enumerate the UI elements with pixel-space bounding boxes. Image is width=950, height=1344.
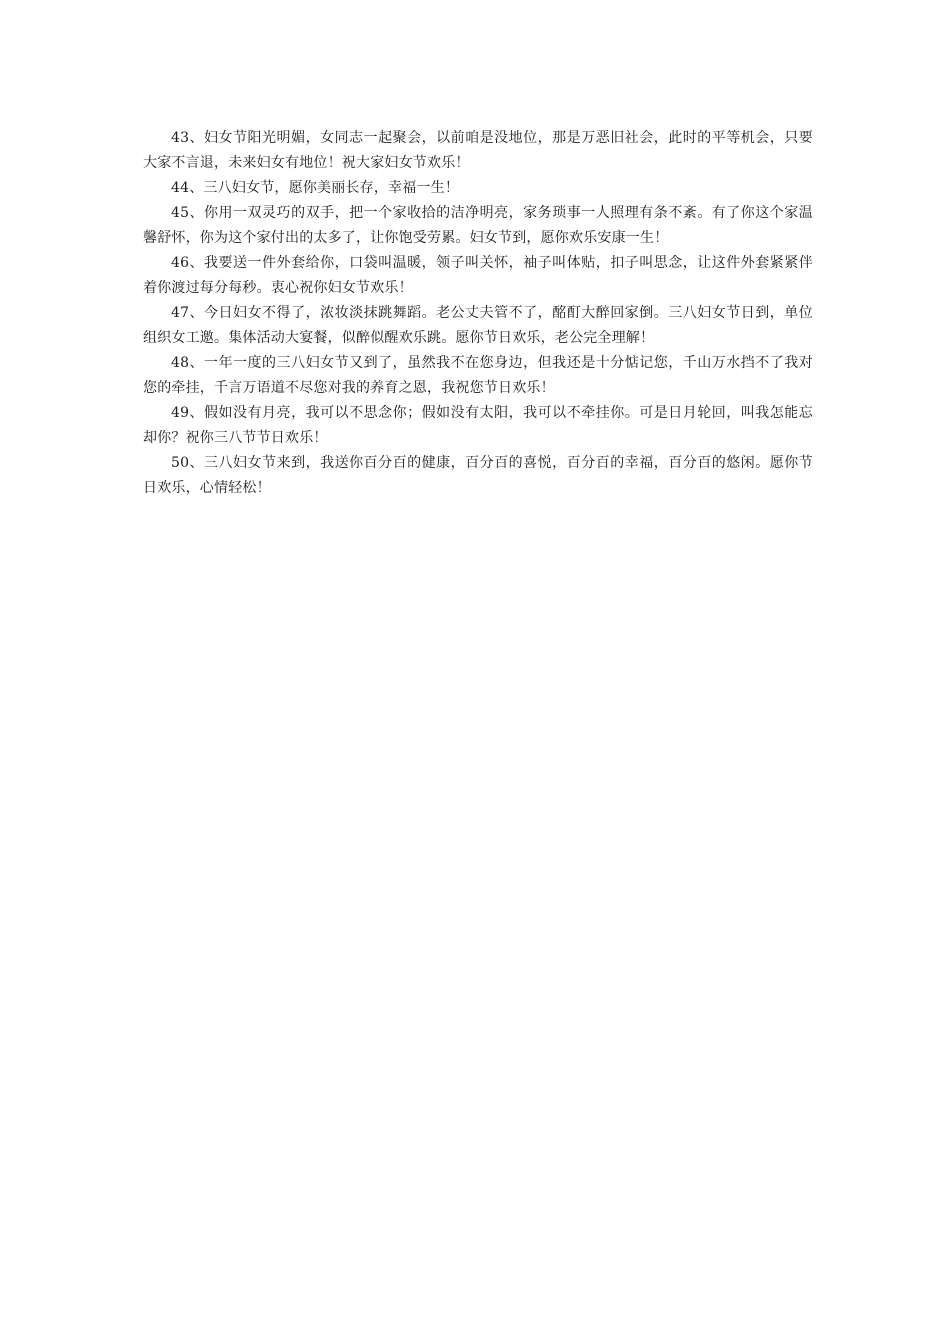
paragraph-43: 43、妇女节阳光明媚，女同志一起聚会，以前咱是没地位，那是万恶旧社会，此时的平等机会，只要大家不言退，未来妇女有地位！祝大家妇女节欢乐！ (143, 130, 813, 171)
paragraph-49: 49、假如没有月亮，我可以不思念你；假如没有太阳，我可以不牵挂你。可是日月轮回，叫我怎能忘却你？祝你三八节节日欢乐！ (143, 405, 813, 446)
paragraph-46: 46、我要送一件外套给你，口袋叫温暖，领子叫关怀，袖子叫体贴，扣子叫思念，让这件外套紧紧伴着你渡过每分每秒。衷心祝你妇女节欢乐！ (143, 255, 813, 296)
paragraph-45: 45、你用一双灵巧的双手，把一个家收拾的洁净明亮，家务琐事一人照理有条不紊。有了你这个家温馨舒怀，你为这个家付出的太多了，让你饱受劳累。妇女节到，愿你欢乐安康一生！ (143, 205, 813, 246)
paragraph-50: 50、三八妇女节来到，我送你百分百的健康，百分百的喜悦，百分百的幸福，百分百的悠闲。愿你节日欢乐，心情轻松！ (143, 455, 813, 496)
paragraph-44: 44、三八妇女节，愿你美丽长存，幸福一生！ (171, 180, 460, 196)
paragraph-47: 47、今日妇女不得了，浓妆淡抹跳舞蹈。老公丈夫管不了，酩酊大醉回家倒。三八妇女节日到，单位组织女工邀。集体活动大宴餐，似醉似醒欢乐跳。愿你节日欢乐，老公完全理解！ (143, 305, 813, 346)
document-page (143, 126, 813, 501)
paragraph-48: 48、一年一度的三八妇女节又到了，虽然我不在您身边，但我还是十分惦记您，千山万水挡不了我对您的牵挂，千言万语道不尽您对我的养育之恩，我祝您节日欢乐！ (143, 355, 813, 396)
